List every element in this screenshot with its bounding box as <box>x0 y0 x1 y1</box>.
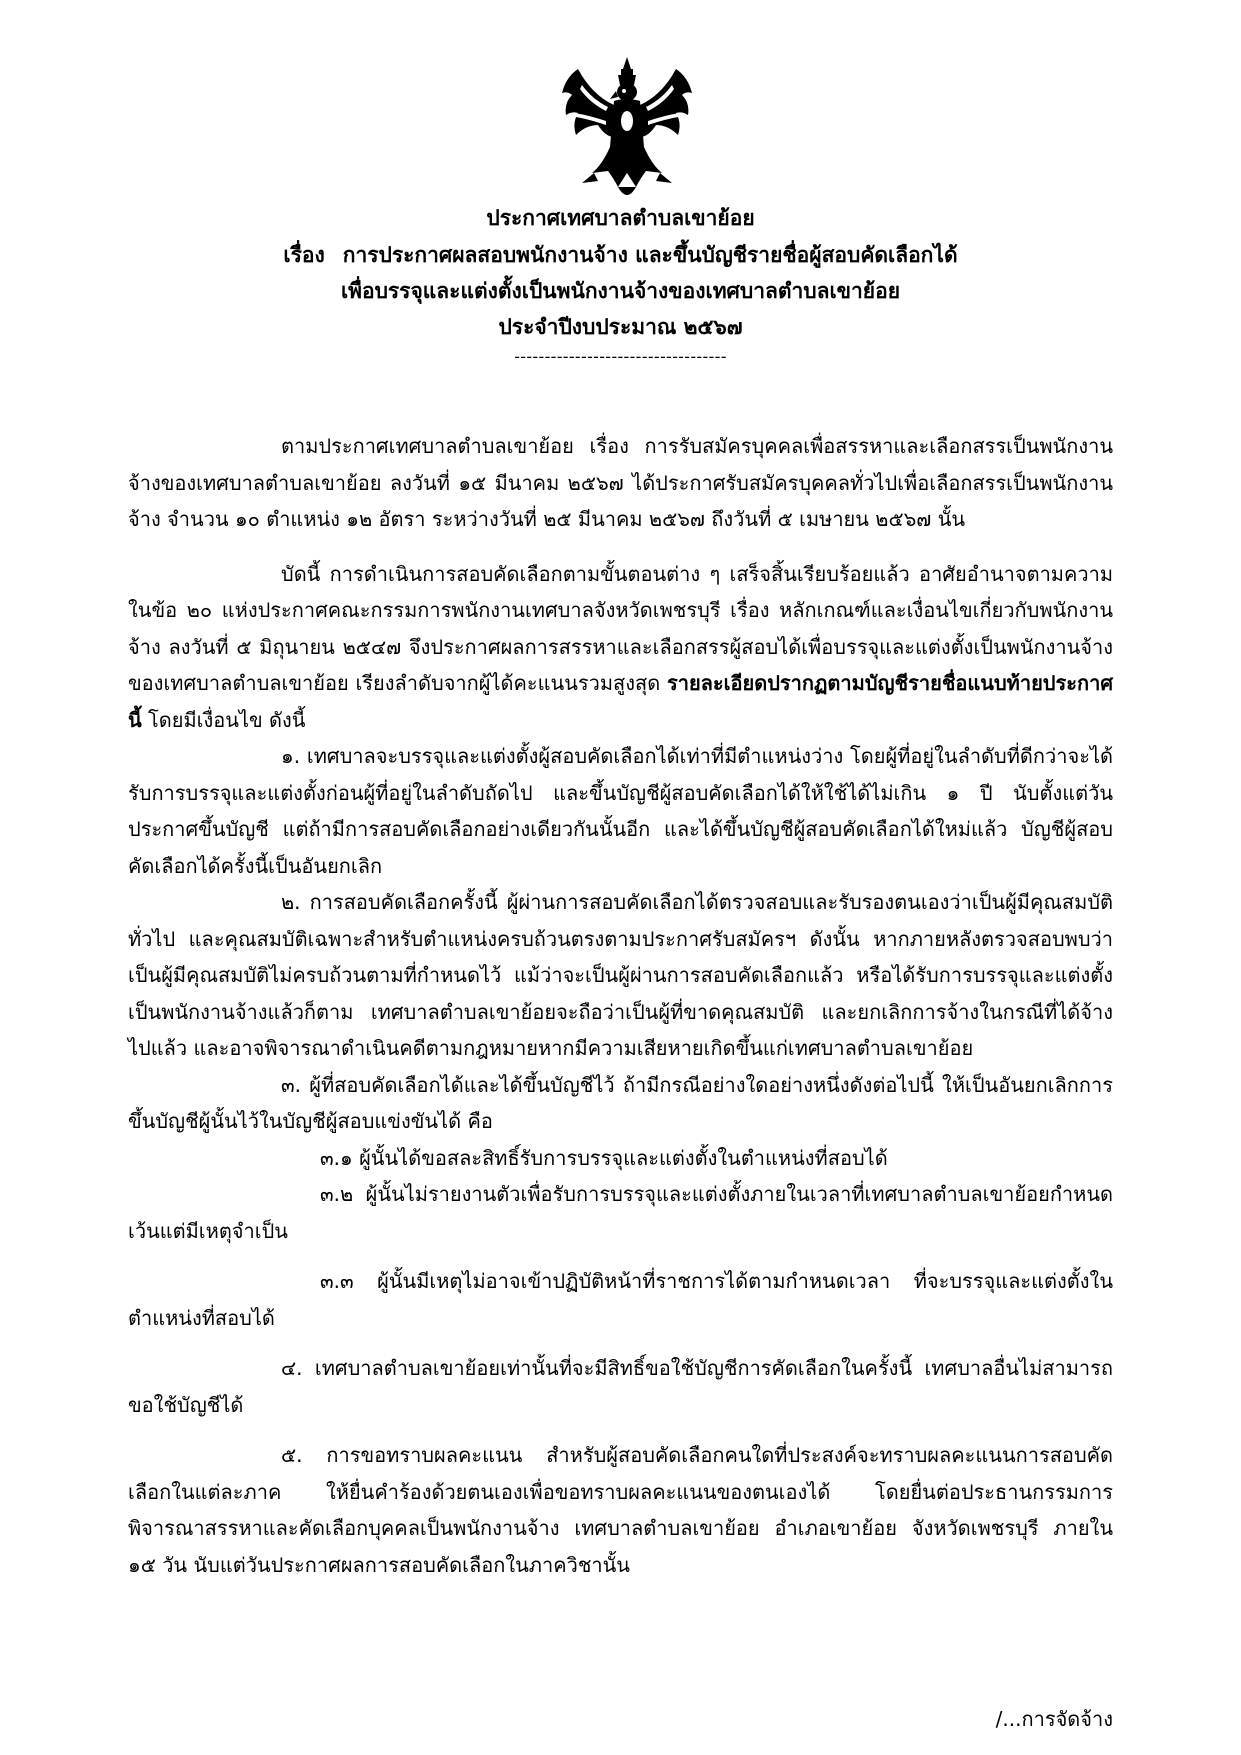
continuation-marker: /...การจัดจ้าง <box>995 1707 1113 1731</box>
paragraph-announcement <box>128 556 1113 739</box>
subject-line-1 <box>0 237 1241 273</box>
condition-3: ๓. ผู้ที่สอบคัดเลือกได้และได้ขึ้นบัญชีไว้ ถ้ามีกรณีอย่างใดอย่างหนึ่งดังต่อไปนี้ ให้เป็นอันยกเลิกการขึ้นบัญชีผู้นั้นไว้ในบัญชีผู้สอบแข่งขันได้ คือ <box>128 1072 1113 1133</box>
condition-3-1: ๓.๑ ผู้นั้นได้ขอสละสิทธิ์รับการบรรจุและแต่งตั้งในตำแหน่งที่สอบได้ <box>320 1145 888 1170</box>
subject-label: เรื่อง <box>283 243 325 267</box>
title-separator: ----------------------------------- <box>514 347 727 366</box>
condition-2: ๒. การสอบคัดเลือกครั้งนี้ ผู้ผ่านการสอบคัดเลือกได้ตรวจสอบและรับรองตนเองว่าเป็นผู้มีคุณสมบัติทั่วไป และคุณสมบัติเฉพาะสำหรับตำแหน่งครบถ้วนตรงตามประกาศรับสมัครฯ ดังนั้น หากภายหลังตรวจสอบพบว่าเป็นผู้มีคุณสมบัติไม่ครบถ้วนตามที่กำหนดไว้ แม้ว่าจะเป็นผู้ผ่านการสอบคัดเลือกแล้ว หรือได้รับการบรรจุและแต่งตั้งเป็นพนักงานจ้างแล้วก็ตาม เทศบาลตำบลเขาย้อยจะถือว่าเป็นผู้ที่ขาดคุณสมบัติ และยกเลิกการจ้างในกรณีที่ได้จ้างไปแล้ว และอาจพิจารณาดำเนินคดีตามกฎหมายหากมีความเสียหายเกิดขึ้นแก่เทศบาลตำบลเขาย้อย <box>128 890 1113 1060</box>
announcement-title: ประกาศเทศบาลตำบลเขาย้อย <box>486 206 755 230</box>
garuda-emblem-icon <box>552 55 702 205</box>
paragraph-announcement-bold: รายละเอียดปรากฏตามบัญชีรายชื่อแนบท้ายประกาศนี้ <box>128 671 1114 732</box>
paragraph-announcement-tail: โดยมีเงื่อนไข ดังนี้ <box>148 707 306 732</box>
subject-text-1: การประกาศผลสอบพนักงานจ้าง และขึ้นบัญชีรายชื่อผู้สอบคัดเลือกได้ <box>342 243 958 267</box>
condition-5: ๕. การขอทราบผลคะแนน สำหรับผู้สอบคัดเลือกคนใดที่ประสงค์จะทราบผลคะแนนการสอบคัดเลือกในแต่ละภาค ให้ยื่นคำร้องด้วยตนเองเพื่อขอทราบผลคะแนนของตนเองได้ โดยยื่นต่อประธานกรรมการพิจารณาสรรหาและคัดเลือกบุคคลเป็นพนักงานจ้าง เทศบาลตำบลเขาย้อย อำเภอเขาย้อย จังหวัดเพชรบุรี ภายใน ๑๕ วัน นับแต่วันประกาศผลการสอบคัดเลือกในภาควิชานั้น <box>128 1443 1113 1577</box>
condition-1: ๑. เทศบาลจะบรรจุและแต่งตั้งผู้สอบคัดเลือกได้เท่าที่มีตำแหน่งว่าง โดยผู้ที่อยู่ในลำดับที่ดีกว่าจะได้รับการบรรจุและแต่งตั้งก่อนผู้ที่อยู่ในลำดับถัดไป และขึ้นบัญชีผู้สอบคัดเลือกได้ให้ใช้ได้ไม่เกิน ๑ ปี นับตั้งแต่วันประกาศขึ้นบัญชี แต่ถ้ามีการสอบคัดเลือกอย่างเดียวกันนั้นอีก และได้ขึ้นบัญชีผู้สอบคัดเลือกได้ใหม่แล้ว บัญชีผู้สอบคัดเลือกได้ครั้งนี้เป็นอันยกเลิก <box>128 744 1113 878</box>
paragraph-announcement-text: บัดนี้ การดำเนินการสอบคัดเลือกตามขั้นตอนต่าง ๆ เสร็จสิ้นเรียบร้อยแล้ว อาศัยอำนาจตามความในข้อ ๒๐ แห่งประกาศคณะกรรมการพนักงานเทศบาลจังหวัดเพชรบุรี เรื่อง หลักเกณฑ์และเงื่อนไขเกี่ยวกับพนักงานจ้าง ลงวันที่ ๕ มิถุนายน ๒๕๔๗ จึงประกาศผลการสรรหาและเลือกสรรผู้สอบได้เพื่อบรรจุและแต่งตั้งเป็นพนักงานจ้างของเทศบาลตำบลเขาย้อย เรียงลำดับจากผู้ได้คะแนนรวมสูงสุด <box>128 561 1113 695</box>
subject-line-2: เพื่อบรรจุและแต่งตั้งเป็นพนักงานจ้างของเทศบาลตำบลเขาย้อย <box>340 279 901 303</box>
condition-3-3: ๓.๓ ผู้นั้นมีเหตุไม่อาจเข้าปฏิบัติหน้าที่ราชการได้ตามกำหนดเวลา ที่จะบรรจุและแต่งตั้งในตำแหน่งที่สอบได้ <box>128 1269 1113 1330</box>
subject-line-3: ประจำปีงบประมาณ ๒๕๖๗ <box>498 315 743 339</box>
condition-3-2: ๓.๒ ผู้นั้นไม่รายงานตัวเพื่อรับการบรรจุและแต่งตั้งภายในเวลาที่เทศบาลตำบลเขาย้อยกำหนดเว้นแต่มีเหตุจำเป็น <box>128 1182 1113 1243</box>
document-body <box>128 428 1113 1583</box>
condition-4: ๔. เทศบาลตำบลเขาย้อยเท่านั้นที่จะมีสิทธิ์ขอใช้บัญชีการคัดเลือกในครั้งนี้ เทศบาลอื่นไม่สามารถขอใช้บัญชีได้ <box>128 1356 1113 1417</box>
paragraph-intro: ตามประกาศเทศบาลตำบลเขาย้อย เรื่อง การรับสมัครบุคคลเพื่อสรรหาและเลือกสรรเป็นพนักงานจ้างของเทศบาลตำบลเขาย้อย ลงวันที่ ๑๕ มีนาคม ๒๕๖๗ ได้ประกาศรับสมัครบุคคลทั่วไปเพื่อเลือกสรรเป็นพนักงานจ้าง จำนวน ๑๐ ตำแหน่ง ๑๒ อัตรา ระหว่างวันที่ ๒๕ มีนาคม ๒๕๖๗ ถึงวันที่ ๕ เมษายน ๒๕๖๗ นั้น <box>128 434 1113 531</box>
